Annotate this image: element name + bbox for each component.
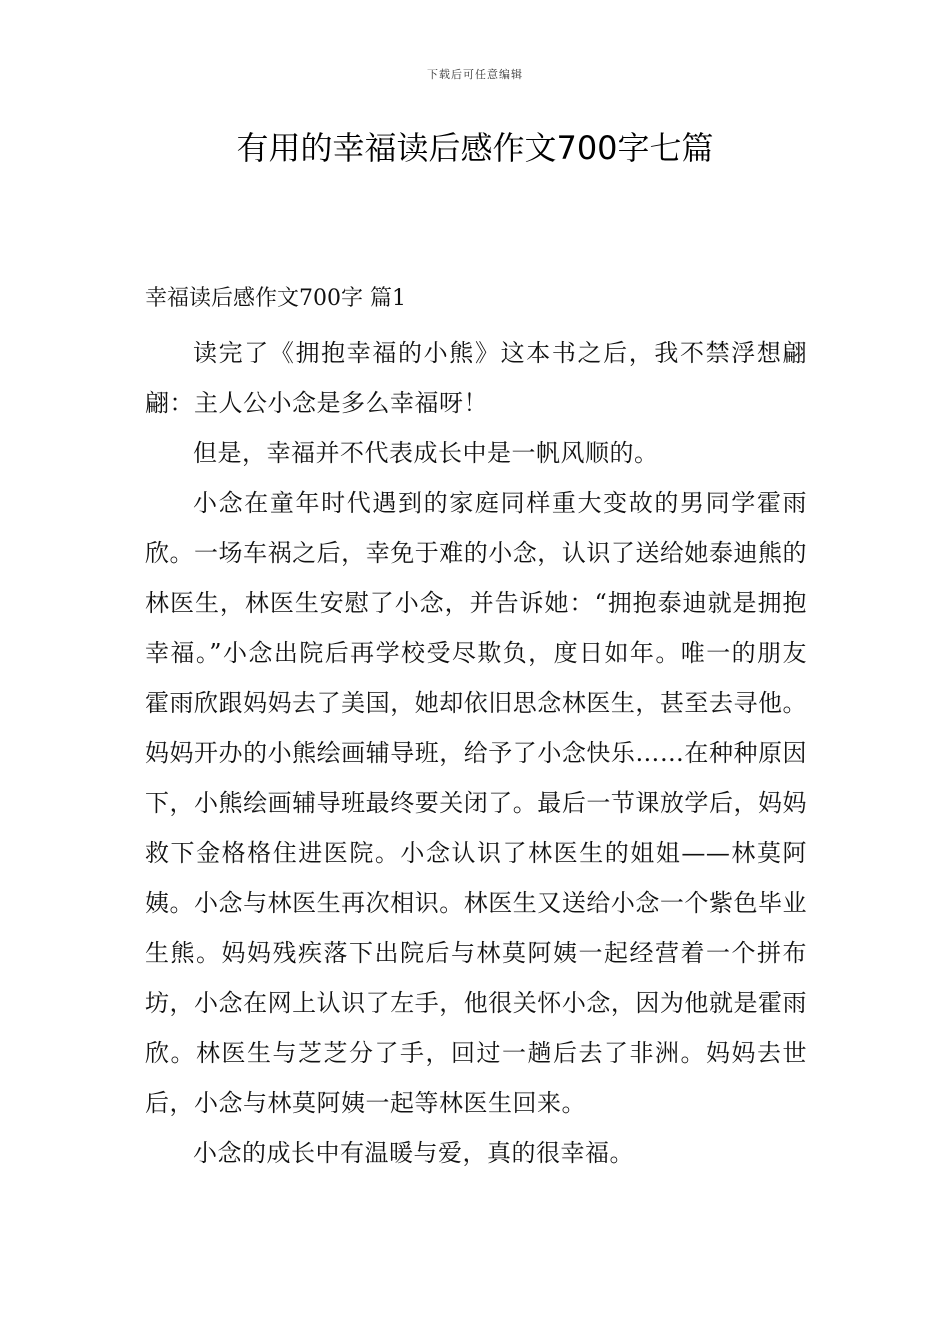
document-body [145,280,807,1178]
header-note: 下载后可任意编辑 [427,68,523,81]
paragraph: 小念在童年时代遇到的家庭同样重大变故的男同学霍雨欣。一场车祸之后，幸免于难的小念，认识了送给她泰迪熊的林医生，林医生安慰了小念，并告诉她：“拥抱泰迪就是拥抱幸福。”小念出院后再学校受尽欺负，度日如年。唯一的朋友霍雨欣跟妈妈去了美国，她却依旧思念林医生，甚至去寻他。妈妈开办的小熊绘画辅导班，给予了小念快乐……在种种原因下，小熊绘画辅导班最终要关闭了。最后一节课放学后，妈妈救下金格格住进医院。小念认识了林医生的姐姐——林莫阿姨。小念与林医生再次相识。林医生又送给小念一个紫色毕业生熊。妈妈残疾落下出院后与林莫阿姨一起经营着一个拼布坊，小念在网上认识了左手，他很关怀小念，因为他就是霍雨欣。林医生与芝芝分了手，回过一趟后去了非洲。妈妈去世后，小念与林莫阿姨一起等林医生回来。 [145,489,807,1117]
paragraph: 但是，幸福并不代表成长中是一帆风顺的。 [193,439,659,467]
document-title: 有用的幸福读后感作文700字七篇 [236,129,714,167]
paragraph: 小念的成长中有温暖与爱，真的很幸福。 [193,1139,634,1167]
paragraph: 读完了《拥抱幸福的小熊》这本书之后，我不禁浮想翩翩：主人公小念是多么幸福呀！ [145,339,807,417]
section-heading: 幸福读后感作文700字 篇1 [145,286,406,311]
